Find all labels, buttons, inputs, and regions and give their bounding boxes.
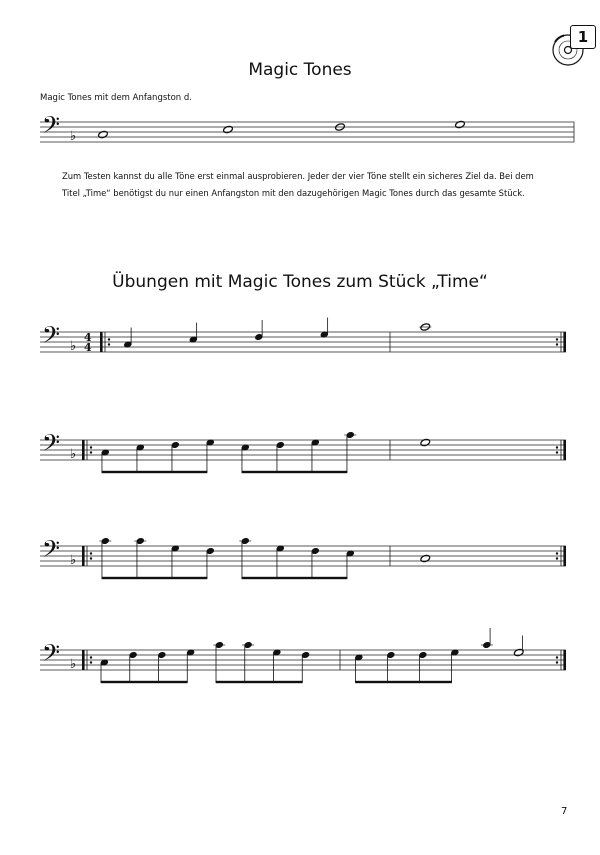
repeat-end-thick-bar bbox=[563, 440, 566, 460]
repeat-end-thick-bar bbox=[563, 546, 566, 566]
note-beam bbox=[242, 577, 348, 579]
whole-note bbox=[98, 130, 109, 139]
repeat-dot bbox=[556, 446, 558, 448]
repeat-dot bbox=[90, 656, 92, 658]
repeat-end-thick-bar bbox=[563, 650, 566, 670]
key-signature-flat-icon: ♭ bbox=[70, 129, 77, 144]
exercise-staff-1 bbox=[0, 320, 600, 370]
repeat-dot bbox=[90, 661, 92, 663]
repeat-dot bbox=[556, 343, 558, 345]
repeat-dot bbox=[556, 451, 558, 453]
repeat-dot bbox=[108, 338, 110, 340]
whole-note bbox=[223, 125, 234, 134]
section-title-exercises: Übungen mit Magic Tones zum Stück „Time“ bbox=[112, 272, 488, 292]
whole-note bbox=[455, 120, 466, 129]
bass-clef-icon: 𝄢 bbox=[42, 535, 61, 568]
repeat-dot bbox=[556, 661, 558, 663]
repeat-start-thick-bar bbox=[82, 440, 85, 460]
magic-tones-subtitle: Magic Tones mit dem Anfangston d. bbox=[40, 93, 192, 103]
bass-clef-icon: 𝄢 bbox=[42, 639, 61, 672]
repeat-dot bbox=[90, 451, 92, 453]
track-number-badge: 1 bbox=[570, 25, 596, 49]
note-beam bbox=[242, 471, 348, 473]
repeat-dot bbox=[556, 552, 558, 554]
exercise-staff-2 bbox=[0, 428, 600, 478]
bass-clef-icon: 𝄢 bbox=[42, 321, 61, 354]
bass-clef-icon: 𝄢 bbox=[42, 429, 61, 462]
repeat-dot bbox=[90, 557, 92, 559]
description-line-2: Titel „Time“ benötigst du nur einen Anfangston mit den dazugehörigen Magic Tones durch das gesamte Stück. bbox=[62, 188, 525, 198]
magic-tones-staff bbox=[0, 110, 600, 160]
key-signature-flat-icon: ♭ bbox=[70, 553, 77, 568]
repeat-dot bbox=[108, 343, 110, 345]
description-line-1: Zum Testen kannst du alle Töne erst einmal ausprobieren. Jeder der vier Töne stellt ein sicheres Ziel da. Bei dem bbox=[62, 171, 534, 181]
exercise-staff-4 bbox=[0, 638, 600, 688]
note-beam bbox=[216, 681, 303, 683]
whole-note bbox=[420, 438, 431, 447]
note-beam bbox=[355, 681, 452, 683]
whole-note bbox=[420, 554, 431, 563]
note-beam bbox=[102, 577, 208, 579]
key-signature-flat-icon: ♭ bbox=[70, 657, 77, 672]
repeat-dot bbox=[556, 338, 558, 340]
repeat-start-thick-bar bbox=[82, 650, 85, 670]
time-signature-denominator: 4 bbox=[84, 341, 92, 354]
note-beam bbox=[102, 471, 208, 473]
bass-clef-icon: 𝄢 bbox=[42, 111, 61, 144]
time-signature-numerator: 4 bbox=[84, 331, 92, 344]
repeat-dot bbox=[556, 656, 558, 658]
key-signature-flat-icon: ♭ bbox=[70, 339, 77, 354]
key-signature-flat-icon: ♭ bbox=[70, 447, 77, 462]
repeat-start-thick-bar bbox=[100, 332, 103, 352]
page-number: 7 bbox=[561, 806, 568, 817]
note-beam bbox=[101, 681, 188, 683]
repeat-dot bbox=[90, 446, 92, 448]
description-paragraph bbox=[62, 168, 562, 202]
repeat-end-thick-bar bbox=[563, 332, 566, 352]
repeat-dot bbox=[556, 557, 558, 559]
exercise-staff-3 bbox=[0, 534, 600, 584]
repeat-start-thick-bar bbox=[82, 546, 85, 566]
repeat-dot bbox=[90, 552, 92, 554]
section-title-magic-tones: Magic Tones bbox=[248, 60, 352, 80]
